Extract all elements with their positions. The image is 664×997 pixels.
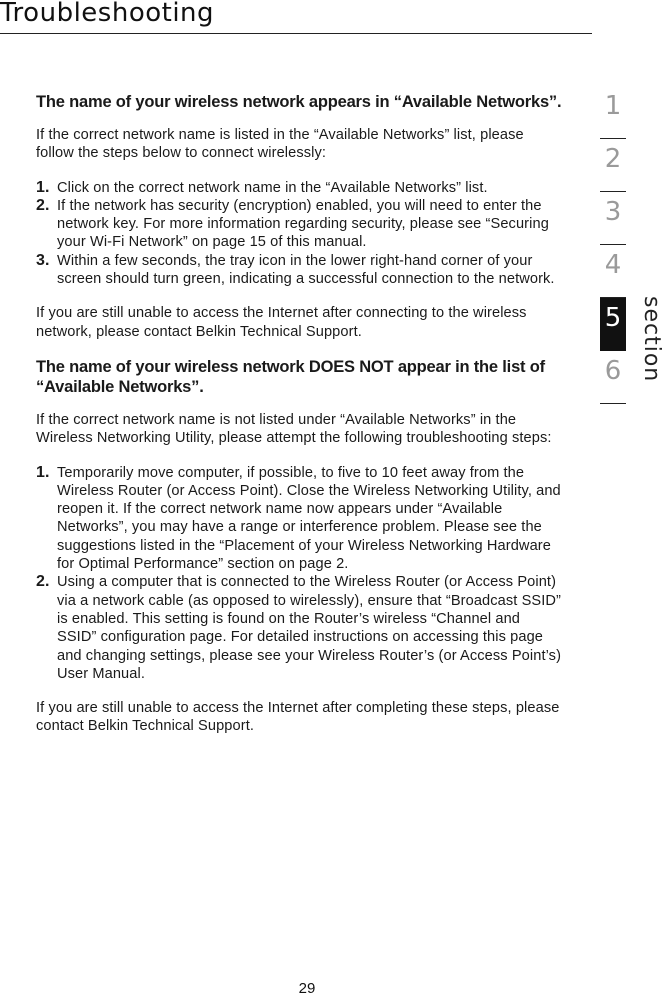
title-divider [0, 33, 592, 34]
step-number: 2. [36, 196, 50, 214]
section-tab-5-active[interactable]: 5 [600, 298, 626, 351]
section-label: section [639, 296, 664, 383]
section2-heading: The name of your wireless network DOES NOT appear in the list of “Available Networks”. [36, 357, 545, 396]
section-tab-3[interactable]: 3 [600, 192, 626, 245]
section-tab-1[interactable]: 1 [600, 86, 626, 139]
section-tab-4[interactable]: 4 [600, 245, 626, 298]
step-number: 3. [36, 251, 50, 269]
step-number: 1. [36, 463, 50, 481]
step-text: Temporarily move computer, if possible, to five to 10 feet away from the Wireless Router (or Access Point). Close the Wireless Networking Utility, and reopen it. If the correct network name now appears under “Available Networks”, you may have a range or interference problem. Please see the suggestions listed in the “Placement of your Wireless Networking Hardware for Optimal Performance” section on page 2. [57, 464, 561, 573]
main-content [36, 92, 562, 752]
step-number: 1. [36, 178, 50, 196]
section-tab-6[interactable]: 6 [600, 351, 626, 404]
step-text: Using a computer that is connected to the Wireless Router (or Access Point) via a network cable (as opposed to wirelessly), ensure that “Broadcast SSID” is enabled. This setting is found on the Router’s wireless “Channel and SSID” configuration page. For detailed instructions on accessing this page and changing settings, please see your Wireless Router’s (or Access Point’s) User Manual. [57, 574, 562, 682]
step-number: 2. [36, 573, 50, 591]
list-item [36, 252, 562, 289]
section2-outro: If you are still unable to access the Internet after completing these steps, please contact Belkin Technical Support. [36, 700, 560, 735]
list-item [36, 197, 562, 252]
page-number: 29 [298, 980, 316, 997]
page-title: Troubleshooting [0, 0, 215, 28]
step-text: If the network has security (encryption) enabled, you will need to enter the network key. For more information regarding security, please see “Securing your Wi-Fi Network” on page 15 of this manual. [57, 197, 549, 251]
section1-heading: The name of your wireless network appears in “Available Networks”. [36, 93, 562, 111]
section2-steps [36, 464, 562, 684]
section-tab-2[interactable]: 2 [600, 139, 626, 192]
step-text: Within a few seconds, the tray icon in the lower right-hand corner of your screen should turn green, indicating a successful connection to the network. [57, 252, 555, 288]
list-item [36, 464, 562, 574]
section1-outro: If you are still unable to access the Internet after connecting to the wireless network, please contact Belkin Technical Support. [36, 305, 527, 340]
list-item [36, 573, 562, 683]
section-tabs [600, 86, 640, 404]
section1-steps [36, 179, 562, 289]
list-item [36, 179, 562, 197]
section2-intro: If the correct network name is not listed under “Available Networks” in the Wireless Networking Utility, please attempt the following troubleshooting steps: [36, 411, 552, 447]
section1-intro: If the correct network name is listed in the “Available Networks” list, please follow the steps below to connect wirelessly: [36, 127, 524, 162]
step-text: Click on the correct network name in the “Available Networks” list. [57, 179, 488, 196]
